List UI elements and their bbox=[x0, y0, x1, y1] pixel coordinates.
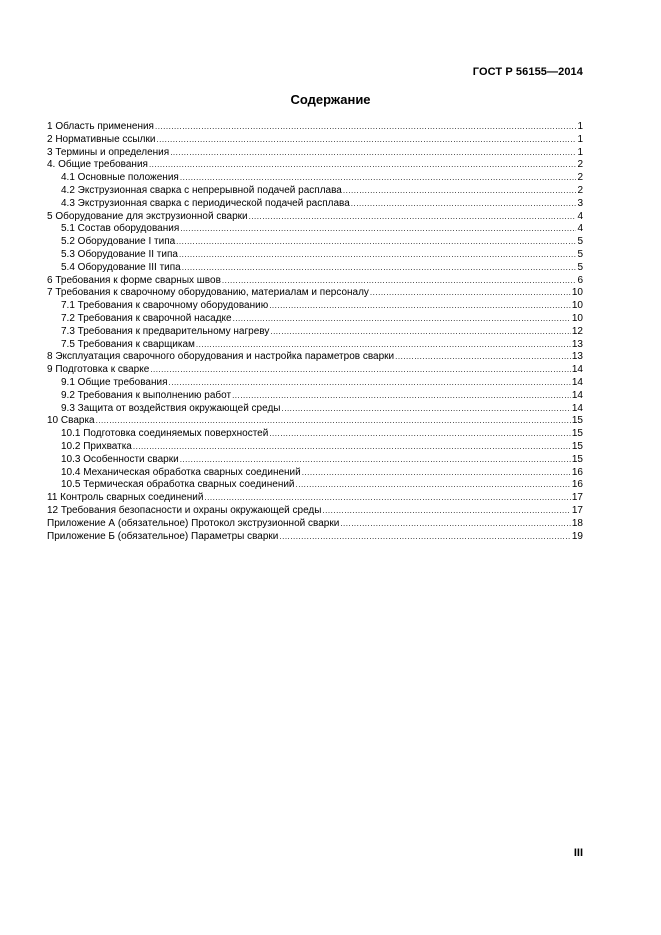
toc-entry[interactable] bbox=[47, 351, 583, 364]
toc-dot-leader bbox=[395, 351, 571, 364]
table-of-contents bbox=[47, 121, 583, 543]
toc-dot-leader bbox=[155, 121, 576, 134]
toc-entry[interactable] bbox=[47, 454, 583, 467]
toc-entry-page: 15 bbox=[571, 453, 583, 465]
toc-entry-page: 16 bbox=[571, 479, 583, 491]
toc-dot-leader bbox=[343, 185, 577, 198]
toc-entry-page: 15 bbox=[571, 428, 583, 440]
toc-entry-page: 10 bbox=[571, 287, 583, 299]
toc-dot-leader bbox=[222, 275, 577, 288]
toc-entry-label: 7.5 Требования к сварщикам bbox=[61, 338, 195, 350]
toc-entry-label: 3 Термины и определения bbox=[47, 146, 170, 158]
toc-dot-leader bbox=[179, 249, 576, 262]
toc-entry-label: 9.3 Защита от воздействия окружающей среды bbox=[61, 402, 281, 414]
toc-entry[interactable] bbox=[47, 326, 583, 339]
toc-entry[interactable] bbox=[47, 185, 583, 198]
toc-entry[interactable] bbox=[47, 441, 583, 454]
toc-entry[interactable] bbox=[47, 364, 583, 377]
toc-entry-label: 10.1 Подготовка соединяемых поверхностей bbox=[61, 428, 269, 440]
toc-entry-page: 12 bbox=[571, 325, 583, 337]
toc-entry-label: 12 Требования безопасности и охраны окружающей среды bbox=[47, 504, 322, 516]
toc-entry-label: 5.4 Оборудование III типа bbox=[61, 261, 181, 273]
toc-entry-page: 14 bbox=[571, 389, 583, 401]
toc-entry[interactable] bbox=[47, 211, 583, 224]
toc-dot-leader bbox=[176, 236, 576, 249]
toc-entry-label: 10.5 Термическая обработка сварных соединений bbox=[61, 479, 295, 491]
toc-entry-page: 5 bbox=[577, 248, 583, 260]
toc-entry-page: 14 bbox=[571, 364, 583, 376]
toc-entry-label: Приложение Б (обязательное) Параметры сварки bbox=[47, 530, 279, 542]
toc-entry[interactable] bbox=[47, 121, 583, 134]
toc-entry-page: 5 bbox=[577, 261, 583, 273]
toc-dot-leader bbox=[180, 223, 576, 236]
toc-entry[interactable] bbox=[47, 403, 583, 416]
toc-entry-page: 6 bbox=[577, 274, 583, 286]
toc-dot-leader bbox=[370, 287, 571, 300]
toc-entry-page: 10 bbox=[571, 300, 583, 312]
toc-entry-page: 13 bbox=[571, 338, 583, 350]
toc-entry-label: 11 Контроль сварных соединений bbox=[47, 492, 204, 504]
toc-entry-page: 17 bbox=[571, 492, 583, 504]
toc-entry-page: 14 bbox=[571, 402, 583, 414]
toc-entry-label: 1 Область применения bbox=[47, 121, 154, 132]
toc-entry-label: 9 Подготовка к сварке bbox=[47, 364, 150, 376]
toc-entry-page: 16 bbox=[571, 466, 583, 478]
toc-dot-leader bbox=[232, 390, 571, 403]
toc-entry-page: 14 bbox=[571, 376, 583, 388]
toc-entry-label: 5 Оборудование для экструзионной сварки bbox=[47, 210, 248, 222]
toc-entry-label: 10.2 Прихватка bbox=[61, 440, 132, 452]
toc-entry-page: 17 bbox=[571, 504, 583, 516]
toc-entry[interactable] bbox=[47, 505, 583, 518]
toc-entry-label: 6 Требования к форме сварных швов bbox=[47, 274, 221, 286]
toc-entry-page: 15 bbox=[571, 415, 583, 427]
toc-dot-leader bbox=[270, 326, 571, 339]
toc-dot-leader bbox=[282, 403, 571, 416]
toc-dot-leader bbox=[322, 505, 570, 518]
toc-entry[interactable] bbox=[47, 415, 583, 428]
toc-dot-leader bbox=[149, 159, 576, 172]
toc-entry-page: 4 bbox=[577, 223, 583, 235]
toc-dot-leader bbox=[249, 211, 577, 224]
toc-entry-label: 9.1 Общие требования bbox=[61, 376, 168, 388]
toc-entry-page: 4 bbox=[577, 210, 583, 222]
toc-entry[interactable] bbox=[47, 249, 583, 262]
toc-dot-leader bbox=[204, 492, 570, 505]
toc-entry[interactable] bbox=[47, 223, 583, 236]
toc-entry-page: 3 bbox=[577, 197, 583, 209]
toc-dot-leader bbox=[296, 479, 571, 492]
toc-entry-page: 19 bbox=[571, 530, 583, 542]
toc-entry-label: 10.4 Механическая обработка сварных соединений bbox=[61, 466, 301, 478]
toc-entry[interactable] bbox=[47, 467, 583, 480]
toc-dot-leader bbox=[170, 147, 576, 160]
toc-dot-leader bbox=[156, 134, 576, 147]
toc-entry-label: 7.1 Требования к сварочному оборудованию bbox=[61, 300, 269, 312]
toc-entry-page: 10 bbox=[571, 312, 583, 324]
toc-dot-leader bbox=[150, 364, 571, 377]
toc-dot-leader bbox=[169, 377, 571, 390]
toc-dot-leader bbox=[180, 454, 571, 467]
toc-entry-label: 4.3 Экструзионная сварка с периодической подачей расплава bbox=[61, 197, 350, 209]
toc-entry[interactable] bbox=[47, 518, 583, 531]
toc-entry-label: 2 Нормативные ссылки bbox=[47, 133, 156, 145]
toc-dot-leader bbox=[180, 172, 577, 185]
toc-entry-label: 7.2 Требования к сварочной насадке bbox=[61, 312, 232, 324]
toc-dot-leader bbox=[279, 531, 570, 544]
toc-entry[interactable] bbox=[47, 300, 583, 313]
toc-entry-label: 7 Требования к сварочному оборудованию, материалам и персоналу bbox=[47, 287, 369, 299]
toc-entry[interactable] bbox=[47, 147, 583, 160]
toc-entry-page: 1 bbox=[577, 133, 583, 145]
toc-entry[interactable] bbox=[47, 236, 583, 249]
toc-entry-label: 5.3 Оборудование II типа bbox=[61, 248, 178, 260]
page-number: III bbox=[573, 847, 583, 859]
toc-entry-page: 13 bbox=[571, 351, 583, 363]
toc-entry[interactable] bbox=[47, 492, 583, 505]
toc-entry-page: 18 bbox=[571, 517, 583, 529]
toc-entry[interactable] bbox=[47, 262, 583, 275]
toc-entry[interactable] bbox=[47, 198, 583, 211]
toc-entry[interactable] bbox=[47, 428, 583, 441]
toc-entry-page: 1 bbox=[577, 146, 583, 158]
toc-entry-label: 4.1 Основные положения bbox=[61, 172, 179, 184]
toc-entry[interactable] bbox=[47, 339, 583, 352]
toc-dot-leader bbox=[302, 467, 571, 480]
toc-entry-label: Приложение А (обязательное) Протокол экструзионной сварки bbox=[47, 517, 340, 529]
toc-entry-page: 15 bbox=[571, 440, 583, 452]
toc-entry[interactable] bbox=[47, 377, 583, 390]
toc-dot-leader bbox=[96, 415, 571, 428]
toc-dot-leader bbox=[340, 518, 571, 531]
toc-entry[interactable] bbox=[47, 479, 583, 492]
toc-entry[interactable] bbox=[47, 287, 583, 300]
toc-dot-leader bbox=[133, 441, 571, 454]
toc-entry[interactable] bbox=[47, 275, 583, 288]
toc-entry[interactable] bbox=[47, 134, 583, 147]
toc-entry-label: 9.2 Требования к выполнению работ bbox=[61, 389, 232, 401]
toc-entry-page: 1 bbox=[577, 121, 583, 132]
toc-entry[interactable] bbox=[47, 159, 583, 172]
toc-entry-label: 7.3 Требования к предварительному нагреву bbox=[61, 325, 270, 337]
toc-entry-page: 2 bbox=[577, 184, 583, 196]
standard-id: ГОСТ Р 56155—2014 bbox=[472, 66, 583, 78]
toc-entry[interactable] bbox=[47, 313, 583, 326]
toc-dot-leader bbox=[233, 313, 571, 326]
toc-entry-page: 2 bbox=[577, 159, 583, 171]
toc-entry[interactable] bbox=[47, 390, 583, 403]
toc-entry-label: 8 Эксплуатация сварочного оборудования и настройка параметров сварки bbox=[47, 351, 395, 363]
toc-entry-label: 4. Общие требования bbox=[47, 159, 148, 171]
toc-dot-leader bbox=[182, 262, 577, 275]
toc-dot-leader bbox=[269, 428, 571, 441]
toc-entry[interactable] bbox=[47, 531, 583, 544]
toc-entry[interactable] bbox=[47, 172, 583, 185]
toc-entry-page: 2 bbox=[577, 172, 583, 184]
toc-title: Содержание bbox=[290, 92, 371, 107]
toc-entry-label: 10.3 Особенности сварки bbox=[61, 453, 179, 465]
toc-dot-leader bbox=[269, 300, 571, 313]
toc-dot-leader bbox=[351, 198, 577, 211]
toc-entry-page: 5 bbox=[577, 236, 583, 248]
toc-entry-label: 5.1 Состав оборудования bbox=[61, 223, 180, 235]
toc-entry-label: 5.2 Оборудование I типа bbox=[61, 236, 176, 248]
toc-dot-leader bbox=[196, 339, 571, 352]
toc-entry-label: 10 Сварка bbox=[47, 415, 95, 427]
toc-entry-label: 4.2 Экструзионная сварка с непрерывной подачей расплава bbox=[61, 184, 342, 196]
